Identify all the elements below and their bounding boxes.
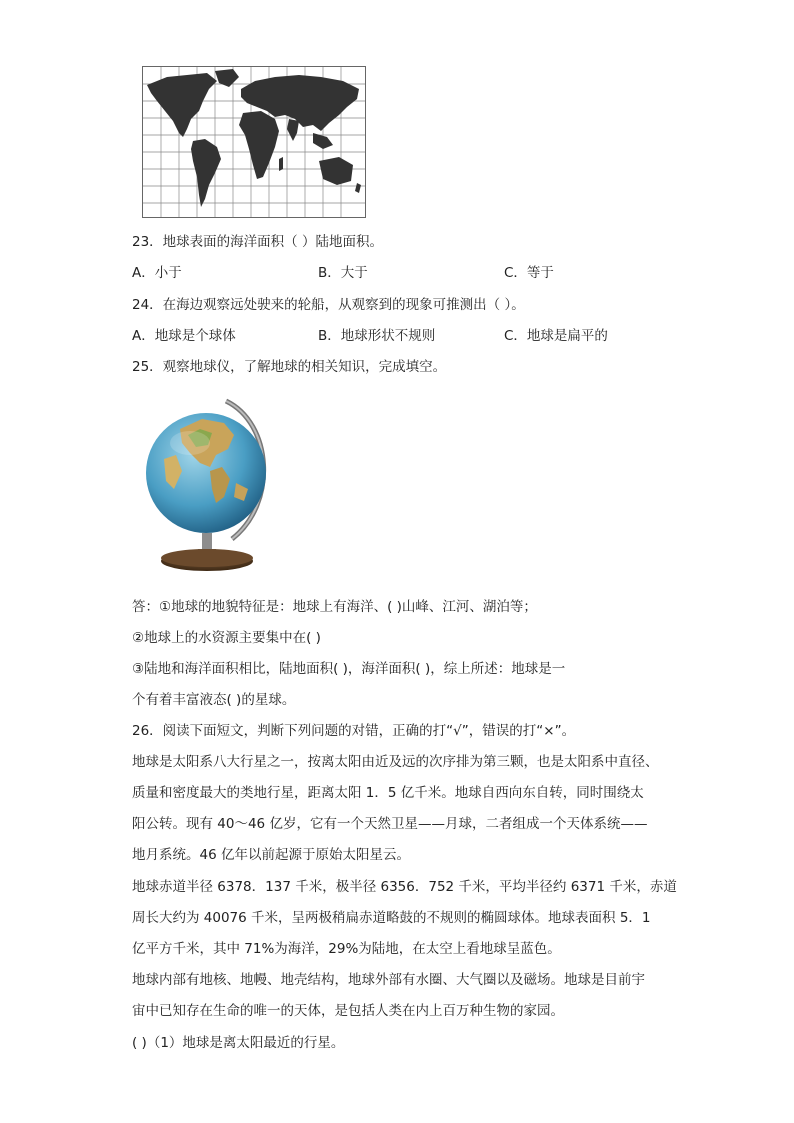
question-26-item-1[interactable]: ( )（1）地球是离太阳最近的行星。 <box>132 1035 345 1051</box>
question-25-answer-line-1: 答：①地球的地貌特征是：地球上有海洋、( )山峰、江河、湖泊等； <box>132 599 537 615</box>
passage-line: 地月系统。46 亿年以前起源于原始太阳星云。 <box>132 847 410 863</box>
passage-line: 宙中已知存在生命的唯一的天体，是包括人类在内上百万种生物的家园。 <box>132 1003 564 1019</box>
passage-line: 阳公转。现有 40～46 亿岁，它有一个天然卫星——月球，二者组成一个天体系统—— <box>132 816 648 832</box>
globe-image <box>140 393 276 573</box>
question-26-stem: 26．阅读下面短文，判断下列问题的对错，正确的打“√”，错误的打“×”。 <box>132 723 576 739</box>
question-25-answer-line-2: ②地球上的水资源主要集中在( ) <box>132 630 321 646</box>
passage-line: 地球内部有地核、地幔、地壳结构，地球外部有水圈、大气圈以及磁场。地球是目前宇 <box>132 972 645 988</box>
question-23-option-c[interactable]: C．等于 <box>504 265 554 281</box>
passage-line: 质量和密度最大的类地行星，距离太阳 1．5 亿千米。地球自西向东自转，同时围绕太 <box>132 785 644 801</box>
passage-line: 周长大约为 40076 千米，呈两极稍扁赤道略鼓的不规则的椭圆球体。地球表面积 5．1 <box>132 910 651 926</box>
passage-line: 地球是太阳系八大行星之一，按离太阳由近及远的次序排为第三颗，也是太阳系中直径、 <box>132 754 659 770</box>
question-25-answer-line-3: ③陆地和海洋面积相比，陆地面积( )，海洋面积( )，综上所述：地球是一 <box>132 661 566 677</box>
globe-graphic <box>140 393 276 573</box>
question-23-stem: 23．地球表面的海洋面积（ ）陆地面积。 <box>132 234 383 250</box>
question-24-stem: 24．在海边观察远处驶来的轮船，从观察到的现象可推测出（ ）。 <box>132 297 525 313</box>
world-map-graphic <box>143 67 365 217</box>
question-25-answer-line-4: 个有着丰富液态( )的星球。 <box>132 692 296 708</box>
question-23-option-b[interactable]: B．大于 <box>318 265 368 281</box>
world-map-image <box>142 66 366 218</box>
question-24-option-a[interactable]: A．地球是个球体 <box>132 328 236 344</box>
question-24-option-c[interactable]: C．地球是扁平的 <box>504 328 608 344</box>
passage-line: 地球赤道半径 6378．137 千米，极半径 6356．752 千米，平均半径约 6371 千米，赤道 <box>132 879 677 895</box>
question-24-option-b[interactable]: B．地球形状不规则 <box>318 328 436 344</box>
question-25-stem: 25．观察地球仪，了解地球的相关知识，完成填空。 <box>132 359 447 375</box>
passage-line: 亿平方千米，其中 71%为海洋，29%为陆地，在太空上看地球呈蓝色。 <box>132 941 561 957</box>
question-23-option-a[interactable]: A．小于 <box>132 265 182 281</box>
